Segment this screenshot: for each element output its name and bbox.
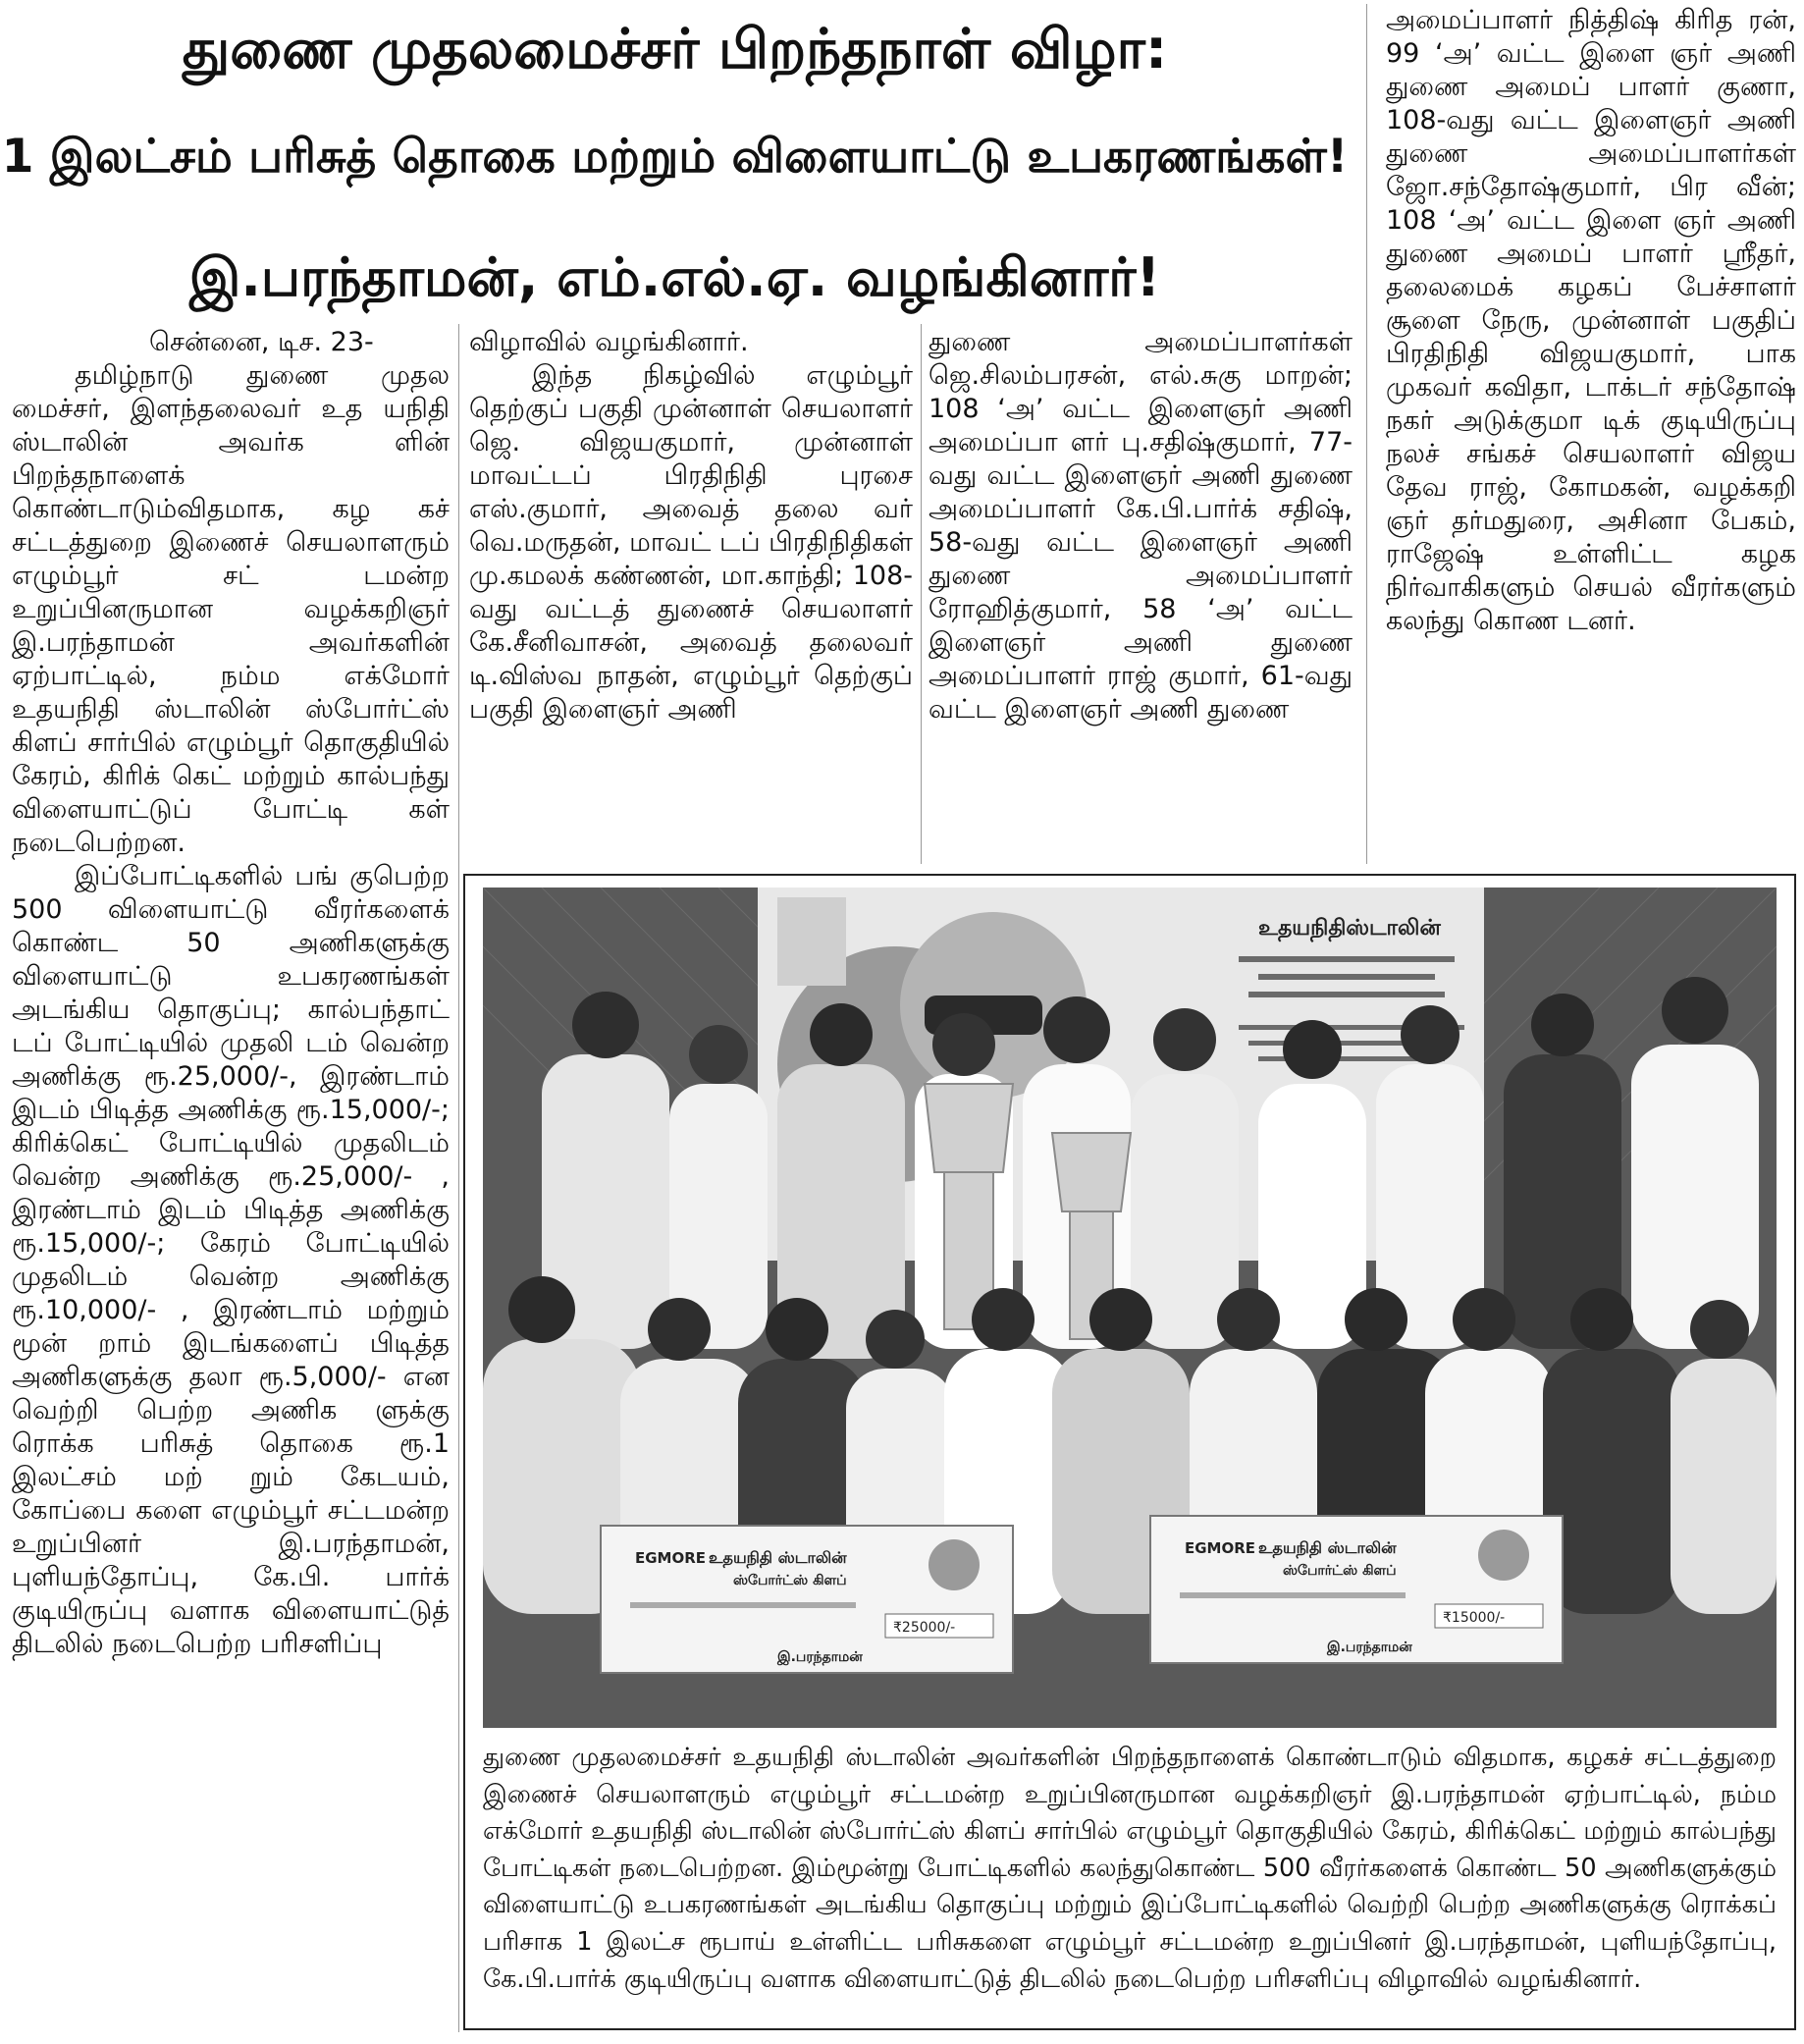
headline-line-1: துணை முதலமைச்சர் பிறந்தநாள் விழா:: [182, 18, 1168, 81]
column-divider: [921, 324, 922, 864]
column-divider: [458, 324, 459, 2032]
cheque-right-club-name: உதயநிதி ஸ்டாலின்: [1258, 1538, 1397, 1557]
event-photo: [483, 888, 1777, 1728]
event-photo-illustration: [483, 888, 1777, 1728]
cheque-left-signatory: இ.பரந்தாமன்: [777, 1649, 863, 1665]
article-column-2: [469, 326, 913, 726]
article-column-1: [12, 326, 450, 1661]
article-paragraph: தமிழ்நாடு துணை முதல மைச்சர், இளந்தலைவர் உத யநிதி ஸ்டாலின் அவர்க ளின் பிறந்தநாளைக் கொண்டாடும்விதமாக, கழ கச் சட்டத்துறை இணைச் செயலாளரும் எழும்பூர் சட் டமன்ற உறுப்பினருமான வழக்கறிஞர் இ.பரந்தாமன் அவர்களின் ஏற்பாட்டில், நம்ம எக்மோர் உதயநிதி ஸ்டாலின் ஸ்போர்ட்ஸ் கிளப் சார்பில் எழும்பூர் தொகுதியில் கேரம், கிரிக் கெட் மற்றும் கால்பந்து விளையாட்டுப் போட்டி கள் நடைபெற்றன.: [12, 360, 450, 858]
article-paragraph: விழாவில் வழங்கினார்.: [469, 327, 749, 357]
column-divider: [1366, 4, 1367, 864]
headline-line-2: 1 இலட்சம் பரிசுத் தொகை மற்றும் விளையாட்டு உபகரணங்கள்!: [1, 130, 1349, 184]
article-column-3: [929, 326, 1353, 726]
cheque-right-club-sub: ஸ்போர்ட்ஸ் கிளப்: [1283, 1563, 1397, 1579]
cheque-left: [601, 1526, 1013, 1673]
cheque-left-club-name: உதயநிதி ஸ்டாலின்: [709, 1548, 847, 1567]
cheque-right-signatory: இ.பரந்தாமன்: [1327, 1640, 1412, 1655]
cheque-left-brand: EGMORE: [635, 1549, 707, 1567]
article-paragraph: அமைப்பாளர் நித்திஷ் கிரித ரன், 99 ‘அ’ வட்ட இளை ஞர் அணி துணை அமைப் பாளர் குணா, 108-வது வட்ட இளைஞர் அணி துணை அமைப்பாளர்கள் ஜோ.சந்தோஷ்குமார், பிர வீன்; 108 ‘அ’ வட்ட இளை ஞர் அணி துணை அமைப் பாளர் ஸ்ரீதர், தலைமைக் கழகப் பேச்சாளர் சூளை நேரு, முன்னாள் பகுதிப் பிரதிநிதி விஜயகுமார், பாக முகவர் கவிதா, டாக்டர் சந்தோஷ் நகர் அடுக்குமா டிக் குடியிருப்பு நலச் சங்கச் செயலாளர் விஜய தேவ ராஜ், கோமகன், வழக்கறி ஞர் தர்மதுரை, அசினா பேகம், ராஜேஷ் உள்ளிட்ட கழக நிர்வாகிகளும் செயல் வீரர்களும் கலந்து கொண டனர்.: [1386, 5, 1796, 636]
banner-title: உதயநிதிஸ்டாலின்: [1258, 916, 1441, 941]
article-paragraph: துணை அமைப்பாளர்கள் ஜெ.சிலம்பரசன், எல்.சுகு மாறன்; 108 ‘அ’ வட்ட இளைஞர் அணி அமைப்பா ளர் பு.சதிஷ்குமார், 77-வது வட்ட இளைஞர் அணி துணை அமைப்பாளர் கே.பி.பார்க் சதிஷ், 58-வது வட்ட இளைஞர் அணி துணை அமைப்பாளர் ரோஹித்குமார், 58 ‘அ’ வட்ட இளைஞர் அணி துணை அமைப்பாளர் ராஜ் குமார், 61-வது வட்ட இளைஞர் அணி துணை: [929, 327, 1353, 725]
cheque-right: [1150, 1516, 1563, 1663]
article-paragraph: இப்போட்டிகளில் பங் குபெற்ற 500 விளையாட்டு வீரர்களைக் கொண்ட 50 அணிகளுக்கு விளையாட்டு உபகரணங்கள் அடங்கிய தொகுப்பு; கால்பந்தாட் டப் போட்டியில் முதலி டம் வென்ற அணிக்கு ரூ.25,000/-, இரண்டாம் இடம் பிடித்த அணிக்கு ரூ.15,000/-; கிரிக்கெட் போட்டியில் முதலிடம் வென்ற அணிக்கு ரூ.25,000/- , இரண்டாம் இடம் பிடித்த அணிக்கு ரூ.15,000/-; கேரம் போட்டியில் முதலிடம் வென்ற அணிக்கு ரூ.10,000/- , இரண்டாம் மற்றும் மூன் றாம் இடங்களைப் பிடித்த அணிகளுக்கு தலா ரூ.5,000/- என வெற்றி பெற்ற அணிக ளுக்கு ரொக்க பரிசுத் தொகை ரூ.1 இலட்சம் மற் றும் கேடயம், கோப்பை களை எழும்பூர் சட்டமன்ற உறுப்பினர் இ.பரந்தாமன், புளியந்தோப்பு, கே.பி. பார்க் குடியிருப்பு வளாக விளையாட்டுத் திடலில் நடைபெற்ற பரிசளிப்பு: [12, 861, 450, 1659]
photo-frame: [463, 874, 1796, 2030]
cheque-right-amount: ₹15000/-: [1443, 1610, 1506, 1626]
dateline: சென்னை, டிச. 23-: [149, 327, 374, 357]
photo-caption: துணை முதலமைச்சர் உதயநிதி ஸ்டாலின் அவர்களின் பிறந்தநாளைக் கொண்டாடும் விதமாக, கழகச் சட்டத்துறை இணைச் செயலாளரும் எழும்பூர் சட்டமன்ற உறுப்பினருமான வழக்கறிஞர் இ.பரந்தாமன் ஏற்பாட்டில், நம்ம எக்மோர் உதயநிதி ஸ்டாலின் ஸ்போர்ட்ஸ் கிளப் சார்பில் எழும்பூர் தொகுதியில் கேரம், கிரிக்கெட் மற்றும் கால்பந்து போட்டிகள் நடைபெற்றன. இம்மூன்று போட்டிகளில் கலந்துகொண்ட 500 வீரர்களைக் கொண்ட 50 அணிகளுக்கும் விளையாட்டு உபகரணங்கள் அடங்கிய தொகுப்பு மற்றும் இப்போட்டிகளில் வெற்றி பெற்ற அணிகளுக்கு ரொக்கப் பரிசாக 1 இலட்ச ரூபாய் உள்ளிட்ட பரிசுகளை எழும்பூர் சட்டமன்ற உறுப்பினர் இ.பரந்தாமன், புளியந்தோப்பு, கே.பி.பார்க் குடியிருப்பு வளாக விளையாட்டுத் திடலில் நடைபெற்ற பரிசளிப்பு விழாவில் வழங்கினார்.: [483, 1743, 1777, 1994]
article-paragraph: இந்த நிகழ்வில் எழும்பூர் தெற்குப் பகுதி முன்னாள் செயலாளர் ஜெ. விஜயகுமார், முன்னாள் மாவட்டப் பிரதிநிதி புரசை எஸ்.குமார், அவைத் தலை வர் வெ.மருதன், மாவட் டப் பிரதிநிதிகள் மு.கமலக் கண்ணன், மா.காந்தி; 108-வது வட்டத் துணைச் செயலாளர் கே.சீனிவாசன், அவைத் தலைவர் டி.விஸ்வ நாதன், எழும்பூர் தெற்குப் பகுதி இளைஞர் அணி: [469, 360, 913, 725]
article-column-4: [1386, 4, 1796, 638]
cheque-right-brand: EGMORE: [1185, 1539, 1256, 1557]
cheque-left-amount: ₹25000/-: [893, 1620, 956, 1636]
headline-line-3: இ.பரந்தாமன், எம்.எல்.ஏ. வழங்கினார்!: [188, 246, 1161, 308]
cheque-left-club-sub: ஸ்போர்ட்ஸ் கிளப்: [733, 1573, 847, 1588]
